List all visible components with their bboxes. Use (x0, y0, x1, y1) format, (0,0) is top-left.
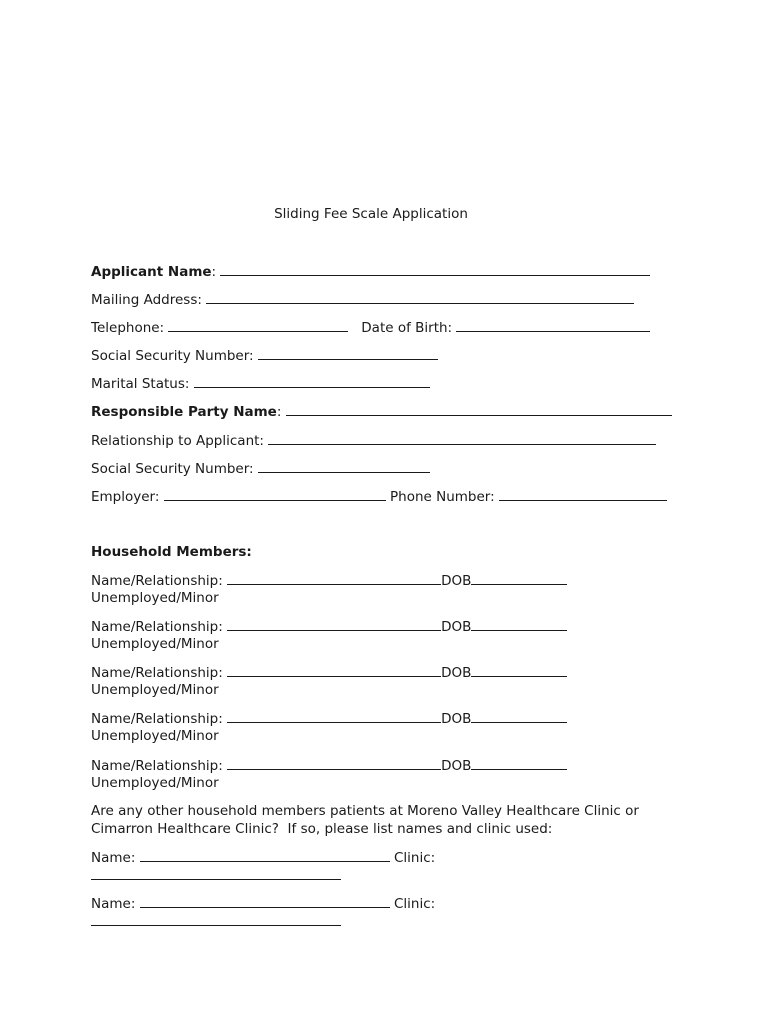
telephone-row (91, 318, 650, 337)
household-status: Unemployed/Minor (91, 636, 219, 652)
household-dob-field[interactable] (471, 663, 567, 677)
clinic-name-label: Name: (91, 850, 140, 866)
household-name-field[interactable] (227, 756, 441, 770)
household-dob-label: DOB (441, 665, 472, 681)
employer-row (91, 487, 667, 506)
ssn2-row (91, 459, 430, 478)
marital-status-label: Marital Status: (91, 376, 194, 392)
applicant-name-row: Applicant Name: (91, 262, 650, 281)
responsible-party-field[interactable] (286, 402, 672, 416)
employer-field[interactable] (164, 487, 386, 501)
household-dob-label: DOB (441, 573, 472, 589)
mailing-address-row (91, 290, 634, 309)
relationship-row (91, 431, 656, 450)
household-name-label: Name/Relationship: (91, 573, 228, 589)
applicant-name-label: Applicant Name (91, 264, 212, 280)
household-dob-field[interactable] (471, 709, 567, 723)
household-dob-field[interactable] (471, 571, 567, 585)
ssn-row (91, 346, 438, 365)
ssn2-label: Social Security Number: (91, 461, 258, 477)
clinic-label: Clinic: (393, 896, 436, 912)
other-members-question-line1: Are any other household members patients at Moreno Valley Healthcare Clinic or (91, 803, 639, 819)
household-name-label: Name/Relationship: (91, 711, 228, 727)
household-name-label: Name/Relationship: (91, 619, 228, 635)
clinic-name-field[interactable] (140, 848, 390, 862)
household-dob-label: DOB (441, 711, 472, 727)
household-row (91, 663, 567, 682)
clinic-name-field[interactable] (140, 894, 390, 908)
household-name-field[interactable] (227, 571, 441, 585)
household-name-label: Name/Relationship: (91, 665, 228, 681)
household-dob-field[interactable] (471, 617, 567, 631)
marital-status-row (91, 374, 430, 393)
household-row (91, 617, 567, 636)
clinic-field[interactable] (91, 912, 341, 926)
household-status: Unemployed/Minor (91, 775, 219, 791)
clinic-row-continuation (91, 866, 341, 885)
household-row (91, 709, 567, 728)
phone-number-label: Phone Number: (390, 489, 499, 505)
clinic-label: Clinic: (393, 850, 436, 866)
household-name-field[interactable] (227, 663, 441, 677)
household-heading: Household Members: (91, 544, 252, 560)
mailing-address-label: Mailing Address: (91, 292, 207, 308)
mailing-address-field[interactable] (206, 290, 634, 304)
relationship-field[interactable] (268, 431, 656, 445)
household-name-field[interactable] (227, 617, 441, 631)
household-name-label: Name/Relationship: (91, 758, 228, 774)
marital-status-field[interactable] (194, 374, 430, 388)
clinic-field[interactable] (91, 866, 341, 880)
ssn-label: Social Security Number: (91, 348, 258, 364)
household-status: Unemployed/Minor (91, 682, 219, 698)
ssn-field[interactable] (258, 346, 438, 360)
telephone-label: Telephone: (91, 320, 169, 336)
responsible-party-row: Responsible Party Name: (91, 402, 672, 421)
ssn2-field[interactable] (258, 459, 430, 473)
household-status: Unemployed/Minor (91, 590, 219, 606)
dob-field[interactable] (456, 318, 650, 332)
household-dob-field[interactable] (471, 756, 567, 770)
other-members-question-line2: Cimarron Healthcare Clinic? If so, please list names and clinic used: (91, 821, 553, 837)
household-row (91, 756, 567, 775)
clinic-name-label: Name: (91, 896, 140, 912)
clinic-row (91, 894, 435, 913)
clinic-row (91, 848, 435, 867)
form-title: Sliding Fee Scale Application (274, 206, 468, 222)
dob-label: Date of Birth: (361, 320, 457, 336)
household-status: Unemployed/Minor (91, 728, 219, 744)
household-row (91, 571, 567, 590)
employer-label: Employer: (91, 489, 164, 505)
household-dob-label: DOB (441, 758, 472, 774)
clinic-row-continuation (91, 912, 341, 931)
household-name-field[interactable] (227, 709, 441, 723)
phone-number-field[interactable] (499, 487, 667, 501)
household-dob-label: DOB (441, 619, 472, 635)
relationship-label: Relationship to Applicant: (91, 433, 269, 449)
applicant-name-field[interactable] (220, 262, 650, 276)
telephone-field[interactable] (168, 318, 348, 332)
responsible-party-label: Responsible Party Name (91, 404, 277, 420)
